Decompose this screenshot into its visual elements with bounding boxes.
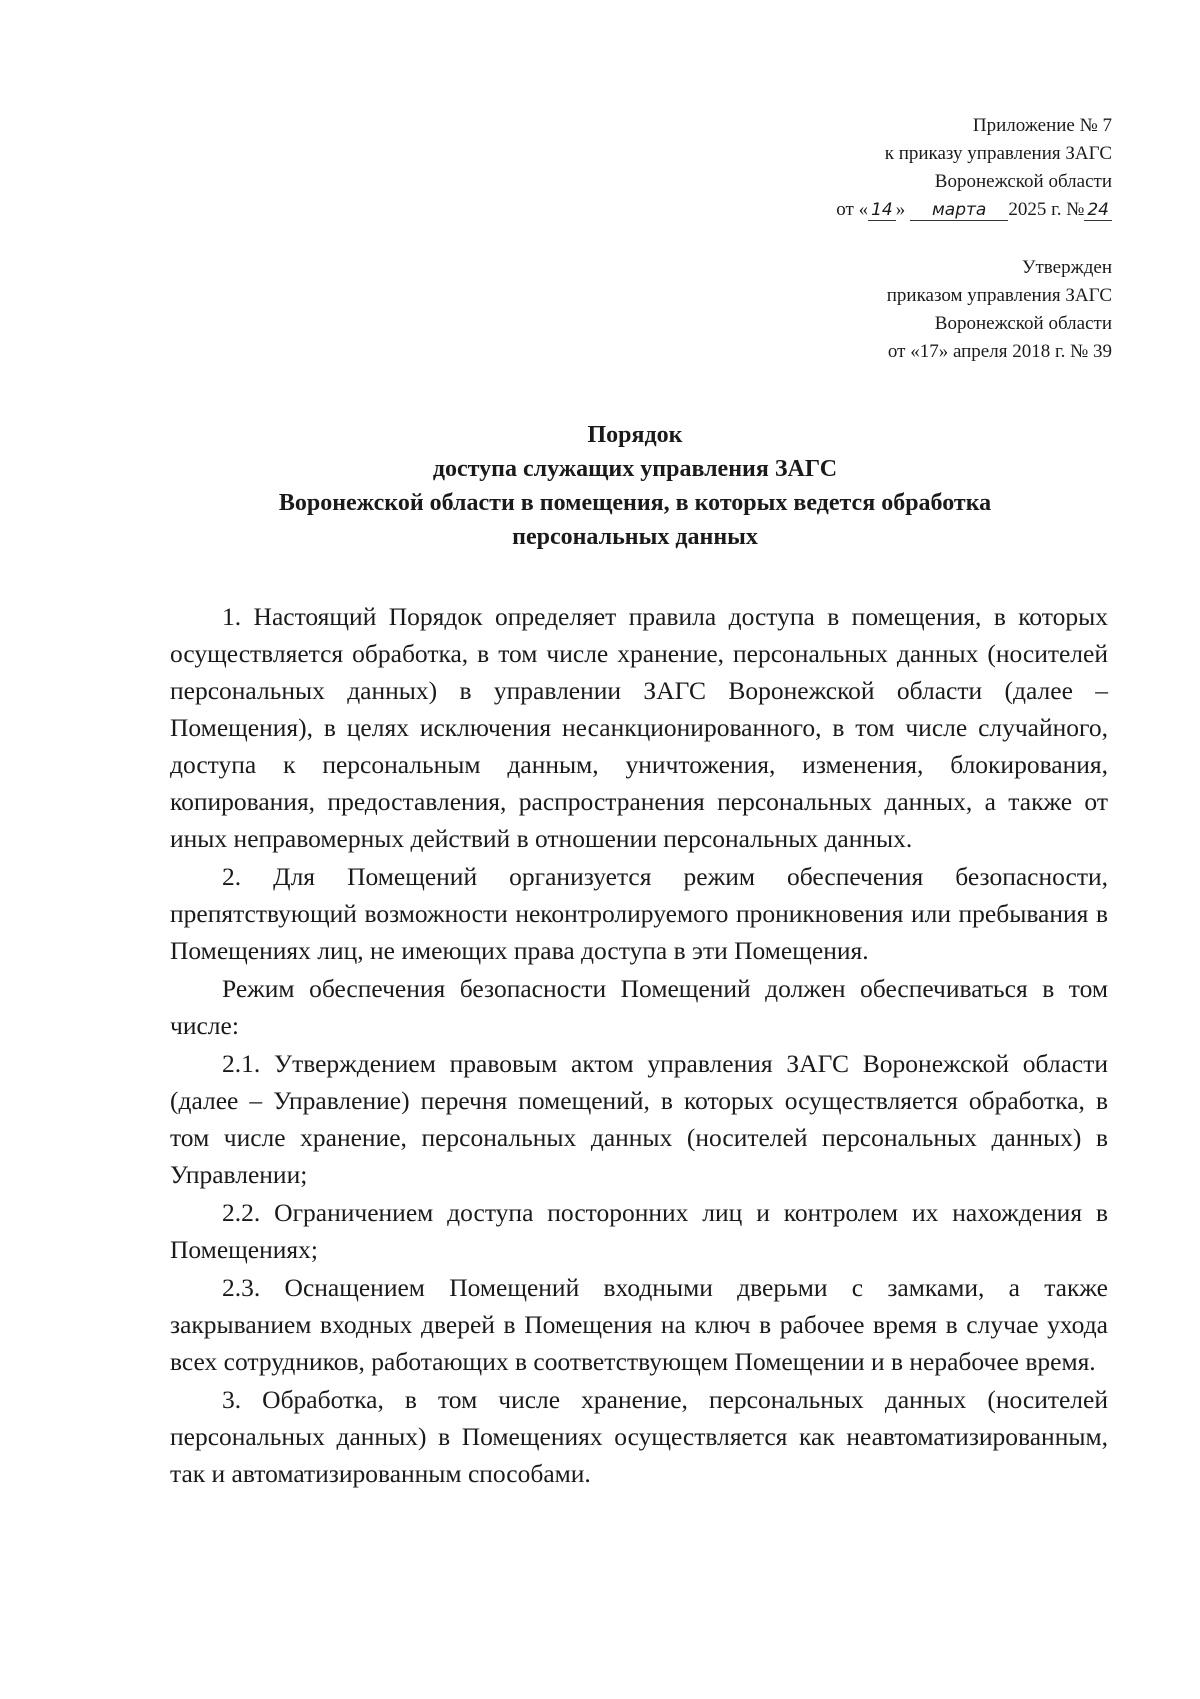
approval-header: [887, 254, 1112, 366]
paragraph-3: 3. Обработка, в том числе хранение, персональных данных (носителей персональных данных) в Помещениях осуществляется как неавтоматизированным, так и автоматизированным способами.: [170, 1385, 1108, 1488]
title-line-1: Порядок: [587, 422, 683, 448]
appendix-line-2: к приказу управления ЗАГС: [884, 143, 1112, 164]
paragraph-2-2: 2.2. Ограничением доступа посторонних лиц и контролем их нахождения в Помещениях;: [170, 1198, 1108, 1264]
handwritten-month: марта: [910, 200, 1008, 221]
paragraph-2-1: 2.1. Утверждением правовым актом управления ЗАГС Воронежской области (далее – Управление) перечня помещений, в которых осуществляется обработка, в том числе хранение, персональных данных (носителей персональных данных) в Управлении;: [170, 1049, 1108, 1189]
date-prefix: от «: [836, 199, 869, 220]
day-suffix: »: [895, 199, 906, 220]
appendix-line-1: Приложение № 7: [972, 115, 1112, 136]
approval-line-1: Утвержден: [1022, 257, 1112, 278]
document-body: [170, 598, 1108, 1493]
paragraph-2-intro: Режим обеспечения безопасности Помещений должен обеспечиваться в том числе:: [170, 974, 1108, 1040]
paragraph-1: 1. Настоящий Порядок определяет правила доступа в помещения, в которых осуществляется обработка, в том числе хранение, персональных данных (носителей персональных данных) в управлении ЗАГС Воронежской области (далее – Помещения), в целях исключения несанкционированного, в том числе случайного, доступа к персональным данным, уничтожения, изменения, блокирования, копирования, предоставления, распространения персональных данных, а также от иных неправомерных действий в отношении персональных данных.: [170, 602, 1108, 853]
document-title: [160, 418, 1110, 554]
title-line-2: доступа служащих управления ЗАГС: [432, 456, 838, 482]
appendix-header: [836, 112, 1112, 224]
approval-line-2: приказом управления ЗАГС: [886, 285, 1112, 306]
handwritten-day: 14: [868, 200, 896, 221]
title-line-4: персональных данных: [512, 524, 758, 550]
handwritten-number: 24: [1084, 200, 1112, 221]
approval-line-4: от «17» апреля 2018 г. № 39: [887, 341, 1112, 362]
appendix-date-line: [836, 196, 1112, 224]
approval-line-3: Воронежской области: [934, 313, 1112, 334]
paragraph-2-3: 2.3. Оснащением Помещений входными дверьми с замками, а также закрыванием входных дверей в Помещения на ключ в рабочее время в случае ухода всех сотрудников, работающих в соответствующем Помещении и в нерабочее время.: [170, 1273, 1108, 1376]
title-line-3: Воронежской области в помещения, в которых ведется обработка: [278, 490, 992, 516]
year-part: 2025 г. №: [1008, 199, 1085, 220]
paragraph-2: 2. Для Помещений организуется режим обеспечения безопасности, препятствующий возможности неконтролируемого проникновения или пребывания в Помещениях лиц, не имеющих права доступа в эти Помещения.: [170, 862, 1108, 965]
appendix-line-3: Воронежской области: [934, 171, 1112, 192]
